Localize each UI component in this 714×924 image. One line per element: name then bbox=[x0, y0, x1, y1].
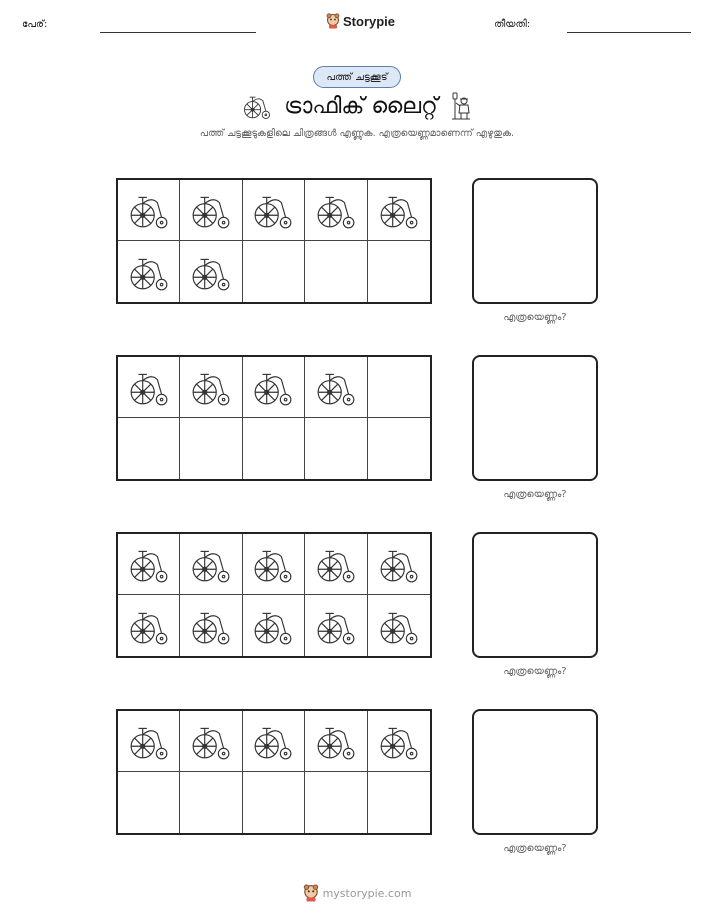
penny-farthing-bicycle-icon bbox=[252, 606, 294, 646]
frame-cell bbox=[118, 595, 180, 656]
frame-cell bbox=[305, 711, 367, 772]
penny-farthing-bicycle-icon bbox=[190, 367, 232, 407]
penny-farthing-bicycle-icon bbox=[252, 367, 294, 407]
date-label: തീയതി: bbox=[494, 19, 531, 30]
frame-cell bbox=[368, 711, 430, 772]
penny-farthing-bicycle-icon bbox=[128, 367, 170, 407]
frame-cell bbox=[180, 418, 242, 479]
frame-cell bbox=[118, 357, 180, 418]
ten-frame bbox=[116, 532, 432, 658]
penny-farthing-bicycle-icon bbox=[252, 190, 294, 230]
penny-farthing-bicycle-icon bbox=[378, 544, 420, 584]
frame-cell bbox=[118, 241, 180, 302]
question-label: എത്രയെണ്ണം? bbox=[503, 312, 567, 323]
frame-cell bbox=[180, 180, 242, 241]
penny-farthing-bicycle-icon bbox=[378, 190, 420, 230]
question-label: എത്രയെണ്ണം? bbox=[503, 666, 567, 677]
penny-farthing-bicycle-icon bbox=[190, 190, 232, 230]
frame-cell bbox=[180, 534, 242, 595]
frame-cell bbox=[118, 534, 180, 595]
ten-frame bbox=[116, 178, 432, 304]
frame-cell bbox=[243, 357, 305, 418]
frame-cell bbox=[118, 772, 180, 833]
storypie-mascot-icon bbox=[326, 13, 340, 29]
frame-cell bbox=[368, 772, 430, 833]
penny-farthing-bicycle-icon bbox=[190, 252, 232, 292]
answer-box[interactable] bbox=[472, 709, 598, 835]
frame-cell bbox=[368, 595, 430, 656]
penny-farthing-bicycle-icon bbox=[128, 721, 170, 761]
frame-cell bbox=[243, 418, 305, 479]
brand-name: Storypie bbox=[343, 13, 396, 29]
penny-farthing-bicycle-icon bbox=[315, 721, 357, 761]
frame-cell bbox=[180, 772, 242, 833]
storypie-mascot-icon bbox=[303, 884, 319, 902]
penny-farthing-bicycle-icon bbox=[190, 721, 232, 761]
footer bbox=[0, 884, 714, 902]
frame-cell bbox=[305, 418, 367, 479]
name-label: പേര്: bbox=[22, 19, 48, 30]
frame-cell bbox=[305, 357, 367, 418]
penny-farthing-bicycle-icon bbox=[252, 544, 294, 584]
frame-cell bbox=[305, 534, 367, 595]
traffic-police-icon bbox=[450, 91, 472, 121]
frame-cell bbox=[180, 241, 242, 302]
frame-cell bbox=[305, 595, 367, 656]
title-row bbox=[0, 88, 714, 124]
frame-cell bbox=[368, 180, 430, 241]
frame-cell bbox=[368, 418, 430, 479]
penny-farthing-bicycle-icon bbox=[315, 544, 357, 584]
frame-cell bbox=[243, 534, 305, 595]
ten-frame bbox=[116, 355, 432, 481]
penny-farthing-bicycle-icon bbox=[252, 721, 294, 761]
frame-cell bbox=[243, 241, 305, 302]
penny-farthing-bicycle-icon bbox=[128, 606, 170, 646]
page-title: ട്രാഫിക് ലൈറ്റ് bbox=[284, 93, 438, 119]
ten-frame bbox=[116, 709, 432, 835]
frame-cell bbox=[243, 772, 305, 833]
frame-cell bbox=[243, 595, 305, 656]
brand-logo bbox=[326, 13, 395, 29]
frame-cell bbox=[180, 357, 242, 418]
frame-cell bbox=[368, 241, 430, 302]
penny-farthing-bicycle-icon bbox=[242, 92, 272, 120]
penny-farthing-bicycle-icon bbox=[378, 721, 420, 761]
penny-farthing-bicycle-icon bbox=[128, 252, 170, 292]
frame-cell bbox=[118, 711, 180, 772]
footer-url: mystorypie.com bbox=[322, 886, 412, 900]
frame-cell bbox=[118, 418, 180, 479]
frame-cell bbox=[180, 711, 242, 772]
penny-farthing-bicycle-icon bbox=[315, 367, 357, 407]
penny-farthing-bicycle-icon bbox=[128, 544, 170, 584]
frame-cell bbox=[368, 357, 430, 418]
answer-box[interactable] bbox=[472, 532, 598, 658]
frame-cell bbox=[180, 595, 242, 656]
frame-cell bbox=[243, 711, 305, 772]
topic-badge: പത്ത് ചട്ടക്കൂട് bbox=[313, 66, 401, 88]
penny-farthing-bicycle-icon bbox=[315, 606, 357, 646]
name-line[interactable] bbox=[100, 32, 256, 33]
penny-farthing-bicycle-icon bbox=[190, 606, 232, 646]
frame-cell bbox=[305, 241, 367, 302]
question-label: എത്രയെണ്ണം? bbox=[503, 843, 567, 854]
answer-box[interactable] bbox=[472, 355, 598, 481]
frame-cell bbox=[243, 180, 305, 241]
frame-cell bbox=[118, 180, 180, 241]
frame-cell bbox=[305, 772, 367, 833]
penny-farthing-bicycle-icon bbox=[378, 606, 420, 646]
answer-box[interactable] bbox=[472, 178, 598, 304]
frame-cell bbox=[305, 180, 367, 241]
instruction-text: പത്ത് ചട്ടക്കൂടുകളിലെ ചിത്രങ്ങൾ എണ്ണുക. എത്രയെണ്ണമാണെന്ന് എഴുതുക. bbox=[199, 128, 515, 139]
frame-cell bbox=[368, 534, 430, 595]
penny-farthing-bicycle-icon bbox=[315, 190, 357, 230]
question-label: എത്രയെണ്ണം? bbox=[503, 489, 567, 500]
penny-farthing-bicycle-icon bbox=[190, 544, 232, 584]
date-line[interactable] bbox=[567, 32, 691, 33]
penny-farthing-bicycle-icon bbox=[128, 190, 170, 230]
